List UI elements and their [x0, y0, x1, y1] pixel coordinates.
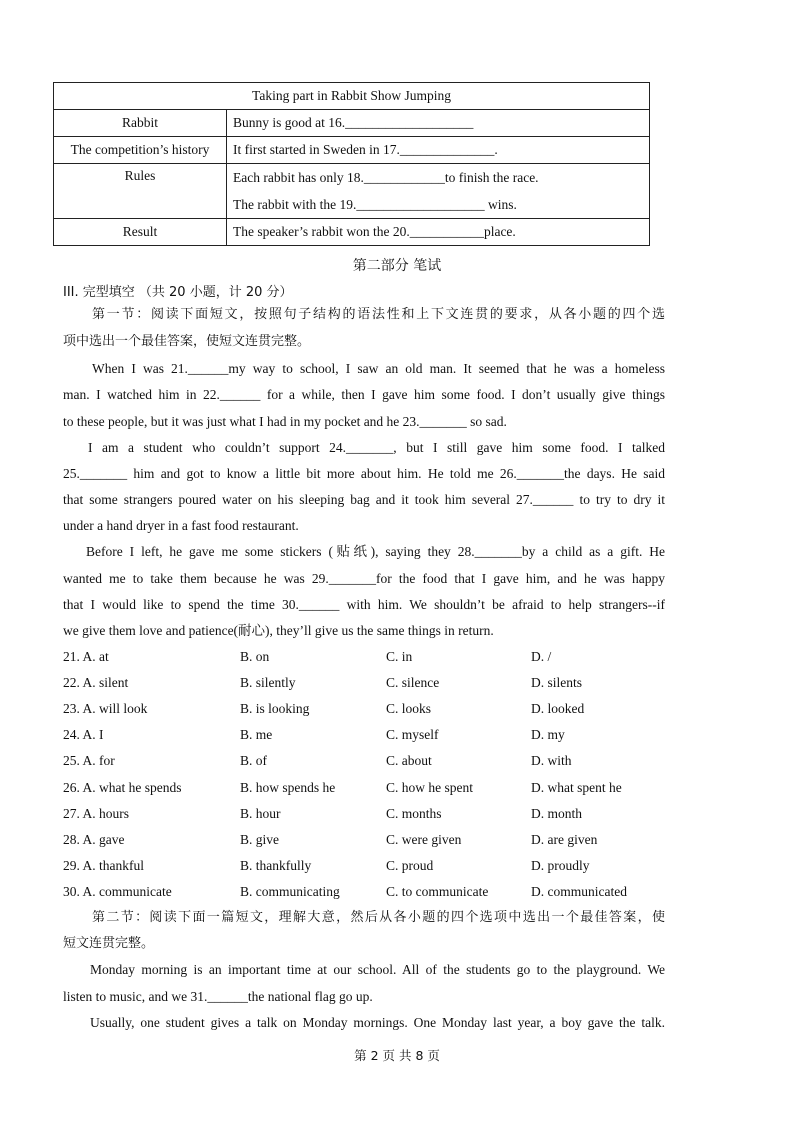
table-row [54, 137, 650, 164]
option-b: B. communicating [240, 884, 340, 899]
option-a: 24. A. I [63, 727, 104, 742]
option-c: C. to communicate [386, 884, 489, 899]
passage-line: under a hand dryer in a fast food restaurant. [63, 518, 299, 533]
table-row [54, 110, 650, 137]
option-b: B. silently [240, 675, 296, 690]
option-d: D. month [531, 806, 583, 821]
part-title: 第二部分 笔试 [352, 258, 442, 274]
passage-line: Before I left, he gave me some stickers (贴纸), saying they 28._______by a child as a gift. He [86, 544, 665, 559]
passage-line: Monday morning is an important time at our school. All of the students go to the playground. We [90, 962, 665, 977]
option-c: C. silence [386, 675, 440, 690]
listening-info-table [53, 82, 650, 246]
passage-line: listen to music, and we 31.______the national flag go up. [63, 989, 373, 1004]
option-c: C. how he spent [386, 780, 473, 795]
instruction-line: 第二节：阅读下面一篇短文，理解大意，然后从各小题的四个选项中选出一个最佳答案，使 [92, 910, 665, 925]
passage-line: I am a student who couldn’t support 24._______, but I still gave him some food. I talked [88, 440, 665, 455]
passage-line: that some strangers poured water on his sleeping bag and it took him several 27.______ to try to dry it [63, 492, 665, 507]
page-footer: 第 2 页 共 8 页 [354, 1048, 440, 1063]
row-label-rules: Rules [54, 164, 227, 219]
instruction-line: 第一节：阅读下面短文，按照句子结构的语法性和上下文连贯的要求，从各小题的四个选 [92, 307, 665, 322]
table-title: Taking part in Rabbit Show Jumping [54, 83, 650, 110]
section-heading: III. 完型填空 （共 20 小题，计 20 分） [63, 285, 293, 300]
option-a: 25. A. for [63, 753, 115, 768]
row-label-history: The competition’s history [54, 137, 227, 164]
option-c: C. looks [386, 701, 432, 716]
option-c: C. months [386, 806, 442, 821]
option-b: B. how spends he [240, 780, 336, 795]
option-a: 29. A. thankful [63, 858, 144, 873]
passage-line: to these people, but it was just what I had in my pocket and he 23._______ so sad. [63, 414, 507, 429]
rules-line-1: Each rabbit has only 18.____________to finish the race. [233, 170, 539, 185]
rules-line-2: The rabbit with the 19.___________________ wins. [233, 197, 517, 212]
passage-line: we give them love and patience(耐心), they’ll give us the same things in return. [63, 623, 494, 638]
option-c: C. myself [386, 727, 439, 742]
option-d: D. communicated [531, 884, 627, 899]
option-d: D. are given [531, 832, 598, 847]
option-a: 28. A. gave [63, 832, 125, 847]
option-a: 27. A. hours [63, 806, 130, 821]
option-d: D. with [531, 753, 572, 768]
option-d: D. what spent he [531, 780, 622, 795]
row-label-result: Result [54, 219, 227, 246]
option-c: C. were given [386, 832, 462, 847]
row-content-rabbit: Bunny is good at 16.___________________ [227, 110, 650, 137]
passage-line: wanted me to take them because he was 29._______for the food that I gave him, and he was happy [63, 571, 665, 586]
option-b: B. of [240, 753, 267, 768]
option-d: D. proudly [531, 858, 590, 873]
table-title-row [54, 83, 650, 110]
option-c: C. about [386, 753, 432, 768]
passage-line: When I was 21.______my way to school, I saw an old man. It seemed that he was a homeless [92, 361, 665, 376]
option-a: 22. A. silent [63, 675, 129, 690]
option-a: 21. A. at [63, 649, 109, 664]
table-row [54, 219, 650, 246]
option-d: D. / [531, 649, 552, 664]
option-a: 30. A. communicate [63, 884, 172, 899]
option-d: D. looked [531, 701, 585, 716]
option-c: C. in [386, 649, 413, 664]
row-content-rules [227, 164, 650, 219]
option-d: D. my [531, 727, 565, 742]
option-b: B. give [240, 832, 279, 847]
option-a: 23. A. will look [63, 701, 148, 716]
table-row [54, 164, 650, 219]
passage-line: 25._______ him and got to know a little bit more about him. He told me 26._______the days. He said [63, 466, 665, 481]
row-content-result: The speaker’s rabbit won the 20.___________place. [227, 219, 650, 246]
option-c: C. proud [386, 858, 434, 873]
option-b: B. on [240, 649, 270, 664]
instruction-line: 短文连贯完整。 [63, 936, 155, 951]
row-label-rabbit: Rabbit [54, 110, 227, 137]
option-a: 26. A. what he spends [63, 780, 182, 795]
option-b: B. thankfully [240, 858, 312, 873]
passage-line: that I would like to spend the time 30.______ with him. We shouldn’t be afraid to help strangers--if [63, 597, 665, 612]
option-b: B. is looking [240, 701, 310, 716]
option-b: B. me [240, 727, 273, 742]
passage-line: man. I watched him in 22.______ for a while, then I gave him some food. I don’t usually give things [63, 387, 665, 402]
instruction-line: 项中选出一个最佳答案，使短文连贯完整。 [63, 334, 311, 349]
option-d: D. silents [531, 675, 583, 690]
passage-line: Usually, one student gives a talk on Monday mornings. One Monday last year, a boy gave the talk. [90, 1015, 665, 1030]
option-b: B. hour [240, 806, 281, 821]
row-content-history: It first started in Sweden in 17.______________. [227, 137, 650, 164]
